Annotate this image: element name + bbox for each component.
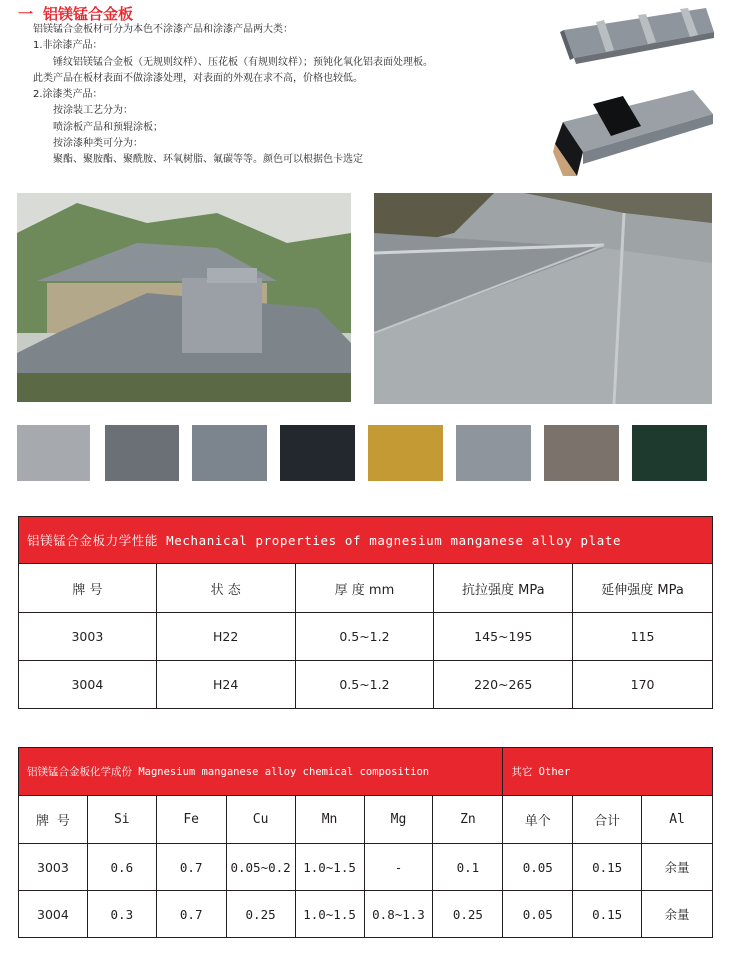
intro-line: 1.非涂漆产品：: [33, 40, 103, 52]
table-cell: 3003: [19, 844, 88, 891]
color-swatch: [280, 425, 355, 481]
color-swatch: [17, 425, 90, 481]
column-header: Si: [87, 796, 156, 844]
column-header: 合计: [573, 796, 642, 844]
column-header: 牌 号: [19, 796, 88, 844]
column-header: Mn: [295, 796, 364, 844]
table-cell: 0.7: [156, 844, 226, 891]
table-cell: 3004: [19, 891, 88, 938]
color-swatch: [368, 425, 443, 481]
table-cell: 0.7: [156, 891, 226, 938]
table-cell: 0.3: [87, 891, 156, 938]
column-header: 状 态: [156, 564, 295, 613]
table-row: [19, 891, 713, 938]
table-row: [19, 613, 713, 661]
color-swatch: [544, 425, 619, 481]
table-cell: 0.25: [433, 891, 503, 938]
table-cell: H24: [156, 661, 295, 709]
intro-line: 聚酯、聚胺酯、聚酰胺、环氧树脂、氟碳等等。颜色可以根据色卡选定: [53, 154, 363, 166]
column-header: 抗拉强度 MPa: [434, 564, 573, 613]
intro-line: 锤纹铝镁锰合金板（无规则纹样）、压花板（有规则纹样）；预钝化氧化铝表面处理板。: [53, 56, 433, 68]
table-header-other: 其它 Other: [503, 748, 713, 796]
table-cell: 0.15: [573, 844, 642, 891]
table-cell: 1.0~1.5: [295, 844, 364, 891]
table-cell: 0.15: [573, 891, 642, 938]
table-cell: 0.1: [433, 844, 503, 891]
column-header: 牌 号: [19, 564, 157, 613]
column-header: Al: [642, 796, 713, 844]
intro-text: [33, 22, 553, 169]
roof-closeup-photo: [374, 193, 712, 404]
color-swatch: [192, 425, 267, 481]
intro-line: 2.涂漆类产品：: [33, 89, 103, 101]
table-row: [19, 661, 713, 709]
color-swatch: [456, 425, 531, 481]
intro-line: 铝镁锰合金板材可分为本色不涂漆产品和涂漆产品两大类：: [33, 24, 293, 35]
table-cell: 145~195: [434, 613, 573, 661]
column-header: 延伸强度 MPa: [573, 564, 713, 613]
table-header: 铝镁锰合金板化学成份 Magnesium manganese alloy chemical composition: [19, 748, 503, 796]
column-header: 单个: [503, 796, 573, 844]
table-cell: 3003: [19, 613, 157, 661]
column-header: 厚 度 mm: [295, 564, 434, 613]
intro-line: 喷涂板产品和预辊涂板；: [53, 121, 163, 133]
intro-line: 按涂漆种类可分为：: [53, 138, 143, 150]
table-header: 铝镁锰合金板力学性能 Mechanical properties of magnesium manganese alloy plate: [19, 517, 713, 564]
table-cell: 0.6: [87, 844, 156, 891]
table-cell: 余量: [642, 891, 713, 938]
mechanical-properties-table: [18, 516, 713, 709]
table-cell: 170: [573, 661, 713, 709]
section-title-text: 铝镁锰合金板: [43, 5, 134, 23]
column-header: Fe: [156, 796, 226, 844]
panel-product-image: [556, 2, 716, 74]
table-cell: H22: [156, 613, 295, 661]
table-cell: 0.5~1.2: [295, 613, 434, 661]
table-cell: 115: [573, 613, 713, 661]
column-header: Zn: [433, 796, 503, 844]
table-cell: 0.8~1.3: [364, 891, 433, 938]
column-header: Cu: [226, 796, 295, 844]
table-cell: -: [364, 844, 433, 891]
table-cell: 0.5~1.2: [295, 661, 434, 709]
table-cell: 0.05: [503, 891, 573, 938]
table-cell: 220~265: [434, 661, 573, 709]
color-swatch: [105, 425, 179, 481]
color-swatch: [632, 425, 707, 481]
house-roof-photo: [17, 193, 351, 402]
table-cell: 0.05: [503, 844, 573, 891]
panel-product-image-painted: [553, 82, 715, 177]
chemical-composition-table: [18, 747, 713, 938]
table-cell: 余量: [642, 844, 713, 891]
intro-line: 按涂装工艺分为：: [53, 105, 133, 117]
table-cell: 0.25: [226, 891, 295, 938]
table-cell: 0.05~0.2: [226, 844, 295, 891]
table-cell: 1.0~1.5: [295, 891, 364, 938]
column-header: Mg: [364, 796, 433, 844]
section-dash: 一: [18, 5, 34, 23]
table-cell: 3004: [19, 661, 157, 709]
intro-line: 此类产品在板材表面不做涂漆处理，对表面的外观在求不高，价格也较低。: [33, 72, 363, 84]
table-row: [19, 844, 713, 891]
section-title: [18, 3, 133, 24]
